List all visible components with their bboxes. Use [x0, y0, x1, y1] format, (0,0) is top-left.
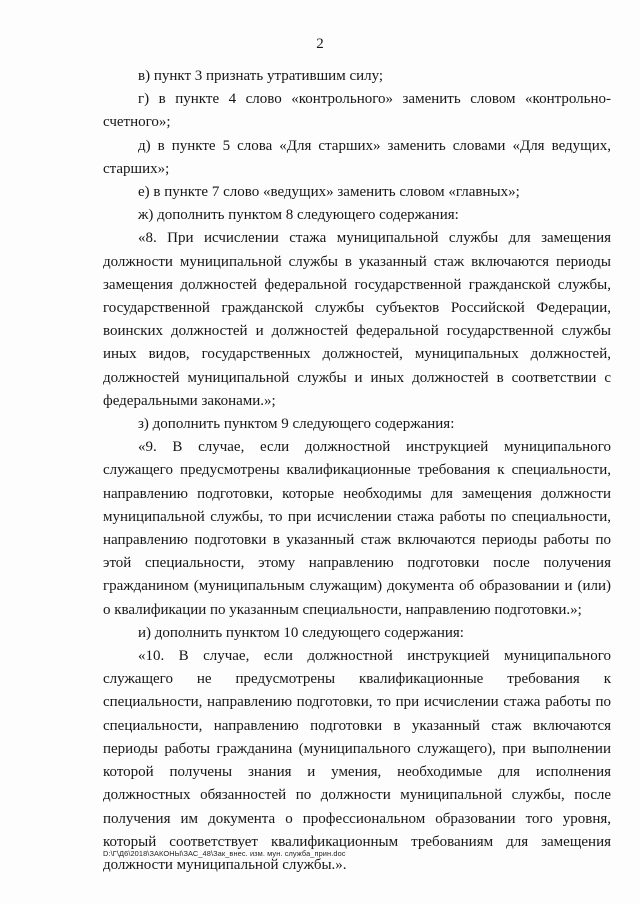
paragraph-point-10: «10. В случае, если должностной инструкцией муниципального служащего не предусмотрены квалификационные требования к специальности, направлению подготовки, то при исчислении стажа работы по специальности, направлению подготовки в указанный стаж включаются периоды работы гражданина (муниципального служащего), при выполнении которой получены знания и умения, необходимые для исполнения должностных обязанностей по должности муниципальной службы, после получения им документа о профессиональном образовании того уровня, который соответствует квалификационным требованиям для замещения должности муниципальной службы.». [103, 648, 611, 873]
file-path-footer: D:\Г\Д6\2018\ЗАКОНЫ\ЗАС_48\Зак_внес. изм. мун. служба_прин.doc [103, 849, 346, 858]
paragraph-d: д) в пункте 5 слова «Для старших» заменить словами «Для ведущих, старших»; [103, 137, 611, 177]
paragraph-g: г) в пункте 4 слово «контрольного» заменить словом «контрольно-счетного»; [103, 91, 611, 131]
paragraph-v: в) пункт 3 признать утратившим силу; [138, 68, 384, 84]
paragraph-point-8: «8. При исчислении стажа муниципальной службы для замещения должности муниципальной службы в указанный стаж включаются периоды замещения должностей федеральной государственной гражданской службы, государственной гражданской службы субъектов Российской Федерации, воинских должностей и должностей федеральной государственной службы иных видов, государственных должностей, муниципальных должностей, должностей муниципальной службы и иных должностей в соответствии с федеральными законами.»; [103, 230, 611, 409]
paragraph-z: з) дополнить пунктом 9 следующего содержания: [138, 416, 455, 433]
document-body [103, 65, 611, 877]
paragraph-e: е) в пункте 7 слово «ведущих» заменить словом «главных»; [138, 184, 520, 201]
paragraph-zh: ж) дополнить пунктом 8 следующего содержания: [138, 207, 459, 224]
paragraph-point-9: «9. В случае, если должностной инструкцией муниципального служащего предусмотрены квалификационные требования к специальности, направлению подготовки, которые необходимы для замещения должности муниципальной службы, то при исчислении стажа работы по специальности, направлению подготовки в указанный стаж включаются периоды работы по этой специальности, этому направлению подготовки после получения гражданином (муниципальным служащим) документа об образовании и (или) о квалификации по указанным специальности, направлению подготовки.»; [103, 439, 611, 618]
page-number: 2 [316, 36, 324, 52]
paragraph-i: и) дополнить пунктом 10 следующего содержания: [138, 624, 464, 641]
